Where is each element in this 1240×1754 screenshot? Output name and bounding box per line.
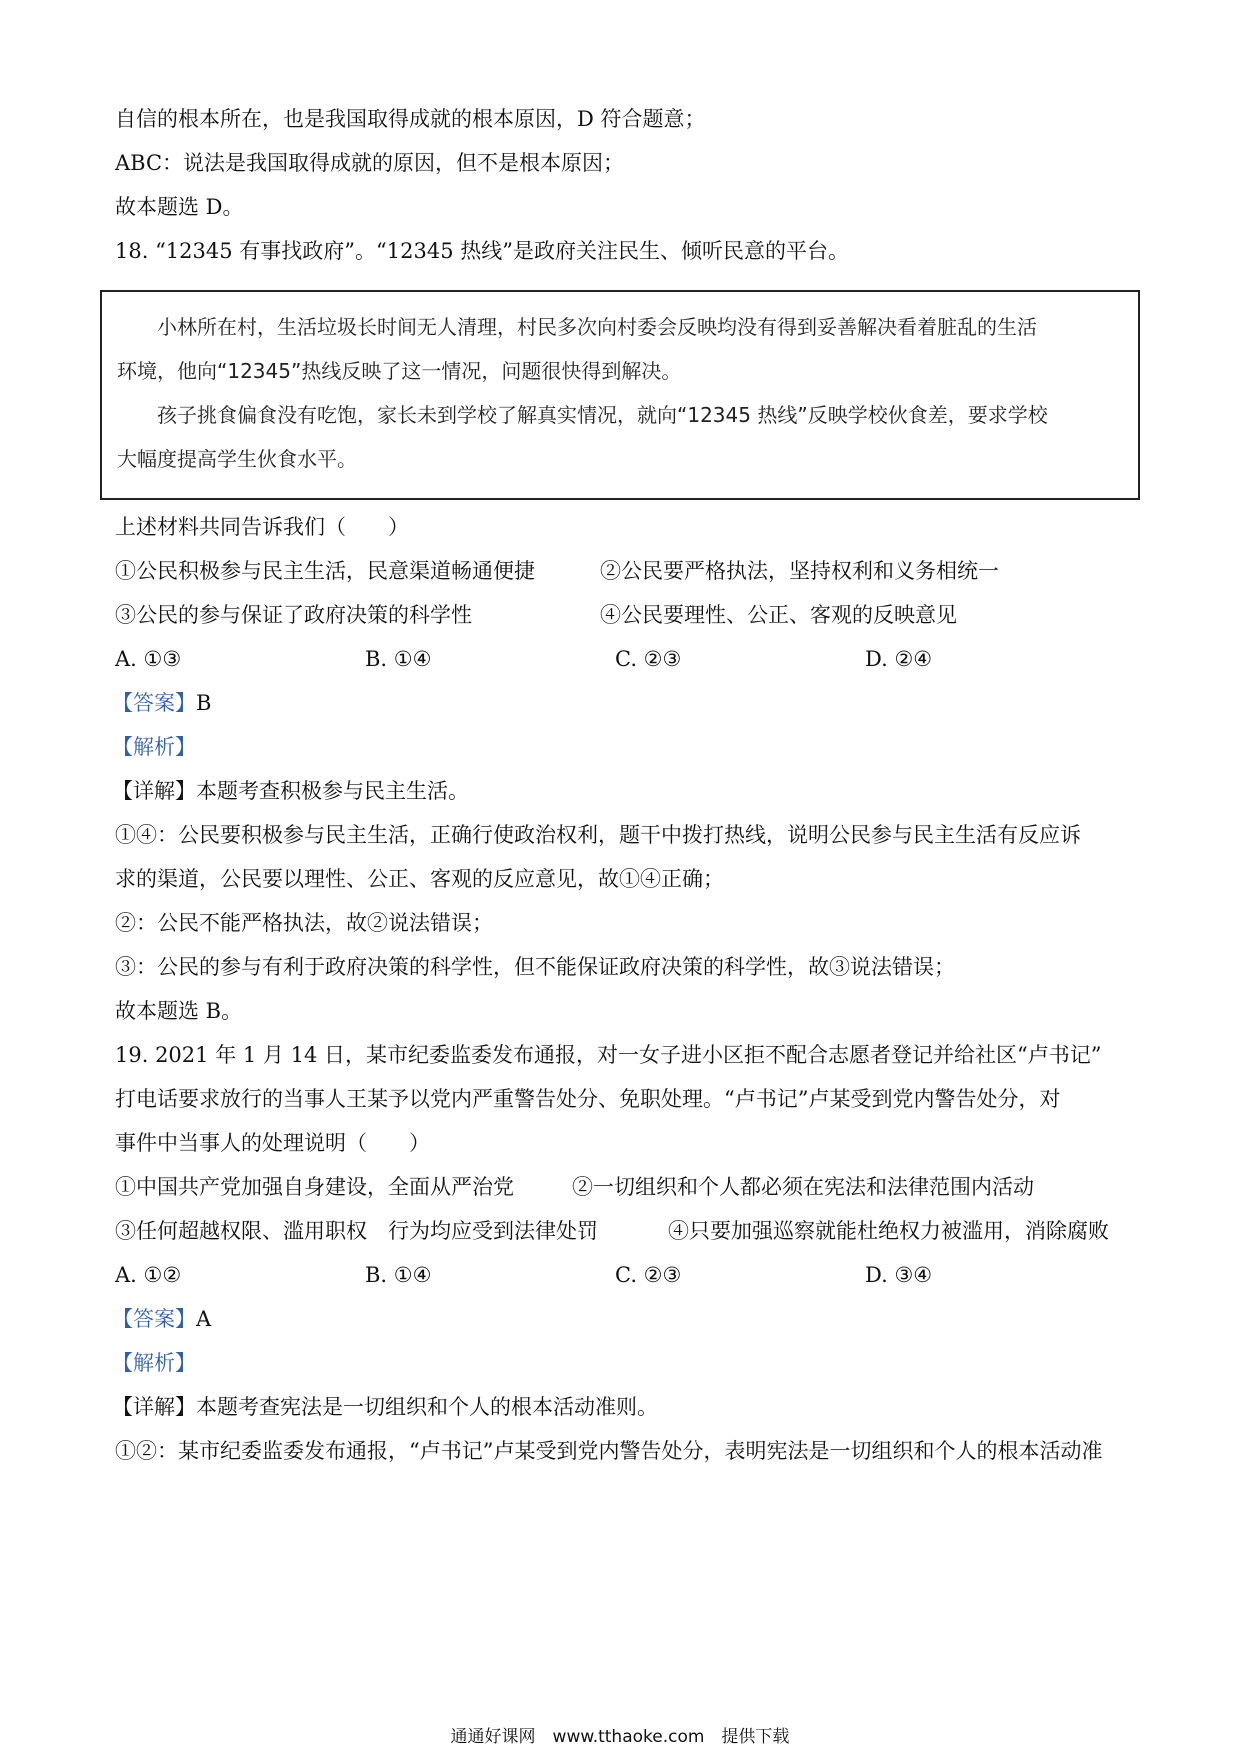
choice-b: B. ①④	[365, 1263, 432, 1287]
choice-b: B. ①④	[365, 647, 432, 671]
page-footer: 通通好课网 www.tthaoke.com 提供下载	[450, 1727, 790, 1747]
choice-d: D. ②④	[865, 647, 933, 671]
statement-2: ②一切组织和个人都必须在宪法和法律范围内活动	[572, 1175, 1034, 1199]
explanation-line: 求的渠道，公民要以理性、公正、客观的反应意见，故①④正确；	[115, 867, 724, 891]
explanation-line: ②：公民不能严格执法，故②说法错误；	[115, 911, 493, 935]
question-19-text: 打电话要求放行的当事人王某予以党内严重警告处分、免职处理。“卢书记”卢某受到党内警告处分，对	[115, 1087, 1061, 1111]
material-text: 小林所在村，生活垃圾长时间无人清理，村民多次向村委会反映均没有得到妥善解决看着脏乱的生活	[157, 315, 1037, 339]
detail-text: 本题考查宪法是一切组织和个人的根本活动准则。	[196, 1395, 658, 1419]
material-box	[100, 290, 1140, 500]
detail-tag: 【详解】	[112, 779, 196, 803]
choice-d: D. ③④	[865, 1263, 933, 1287]
text-line: 自信的根本所在，也是我国取得成就的根本原因，D 符合题意；	[115, 107, 706, 131]
detail-line	[112, 776, 469, 806]
answer-tag: 【答案】	[112, 691, 196, 715]
text-line: 故本题选 D。	[115, 195, 244, 219]
statement-1: ①公民积极参与民主生活，民意渠道畅通便捷	[115, 559, 535, 583]
detail-tag: 【详解】	[112, 1395, 196, 1419]
question-19-title: 19. 2021 年 1 月 14 日，某市纪委监委发布通报，对一女子进小区拒不配合志愿者登记并给社区“卢书记”	[115, 1043, 1102, 1067]
answer-tag: 【答案】	[112, 1307, 196, 1331]
statement-4: ④公民要理性、公正、客观的反映意见	[600, 603, 957, 627]
material-text: 大幅度提高学生伙食水平。	[117, 447, 357, 471]
statement-3: ③公民的参与保证了政府决策的科学性	[115, 603, 472, 627]
statement-1: ①中国共产党加强自身建设，全面从严治党	[115, 1175, 514, 1199]
explanation-line: 故本题选 B。	[115, 999, 243, 1023]
explanation-line: ③：公民的参与有利于政府决策的科学性，但不能保证政府决策的科学性，故③说法错误；	[115, 955, 955, 979]
explanation-line: ①②：某市纪委监委发布通报，“卢书记”卢某受到党内警告处分，表明宪法是一切组织和个人的根本活动准	[115, 1439, 1103, 1463]
question-19-text: 事件中当事人的处理说明（ ）	[115, 1131, 430, 1155]
statement-3: ③任何超越权限、滥用职权 行为均应受到法律处罚	[115, 1219, 598, 1243]
answer-line	[112, 1304, 211, 1334]
answer-value: A	[196, 1307, 212, 1331]
text-line: ABC：说法是我国取得成就的原因，但不是根本原因；	[115, 151, 625, 175]
analysis-tag: 【解析】	[112, 1351, 196, 1375]
choice-a: A. ①②	[115, 1263, 182, 1287]
answer-value: B	[196, 691, 212, 715]
material-text: 环境，他向“12345”热线反映了这一情况，问题很快得到解决。	[117, 359, 682, 383]
question-18-title: 18. “12345 有事找政府”。“12345 热线”是政府关注民生、倾听民意的平台。	[115, 239, 849, 263]
material-text: 孩子挑食偏食没有吃饱，家长未到学校了解真实情况，就向“12345 热线”反映学校伙食差，要求学校	[157, 403, 1048, 427]
choice-c: C. ②③	[615, 1263, 682, 1287]
analysis-tag: 【解析】	[112, 735, 196, 759]
detail-line	[112, 1392, 658, 1422]
answer-line	[112, 688, 211, 718]
choice-c: C. ②③	[615, 647, 682, 671]
explanation-line: ①④：公民要积极参与民主生活，正确行使政治权利，题干中拨打热线，说明公民参与民主生活有反应诉	[115, 823, 1081, 847]
detail-text: 本题考查积极参与民主生活。	[196, 779, 469, 803]
statement-2: ②公民要严格执法，坚持权利和义务相统一	[600, 559, 999, 583]
statement-4: ④只要加强巡察就能杜绝权力被滥用，消除腐败	[668, 1219, 1109, 1243]
choice-a: A. ①③	[115, 647, 182, 671]
question-18-stem: 上述材料共同告诉我们（ ）	[115, 515, 409, 539]
